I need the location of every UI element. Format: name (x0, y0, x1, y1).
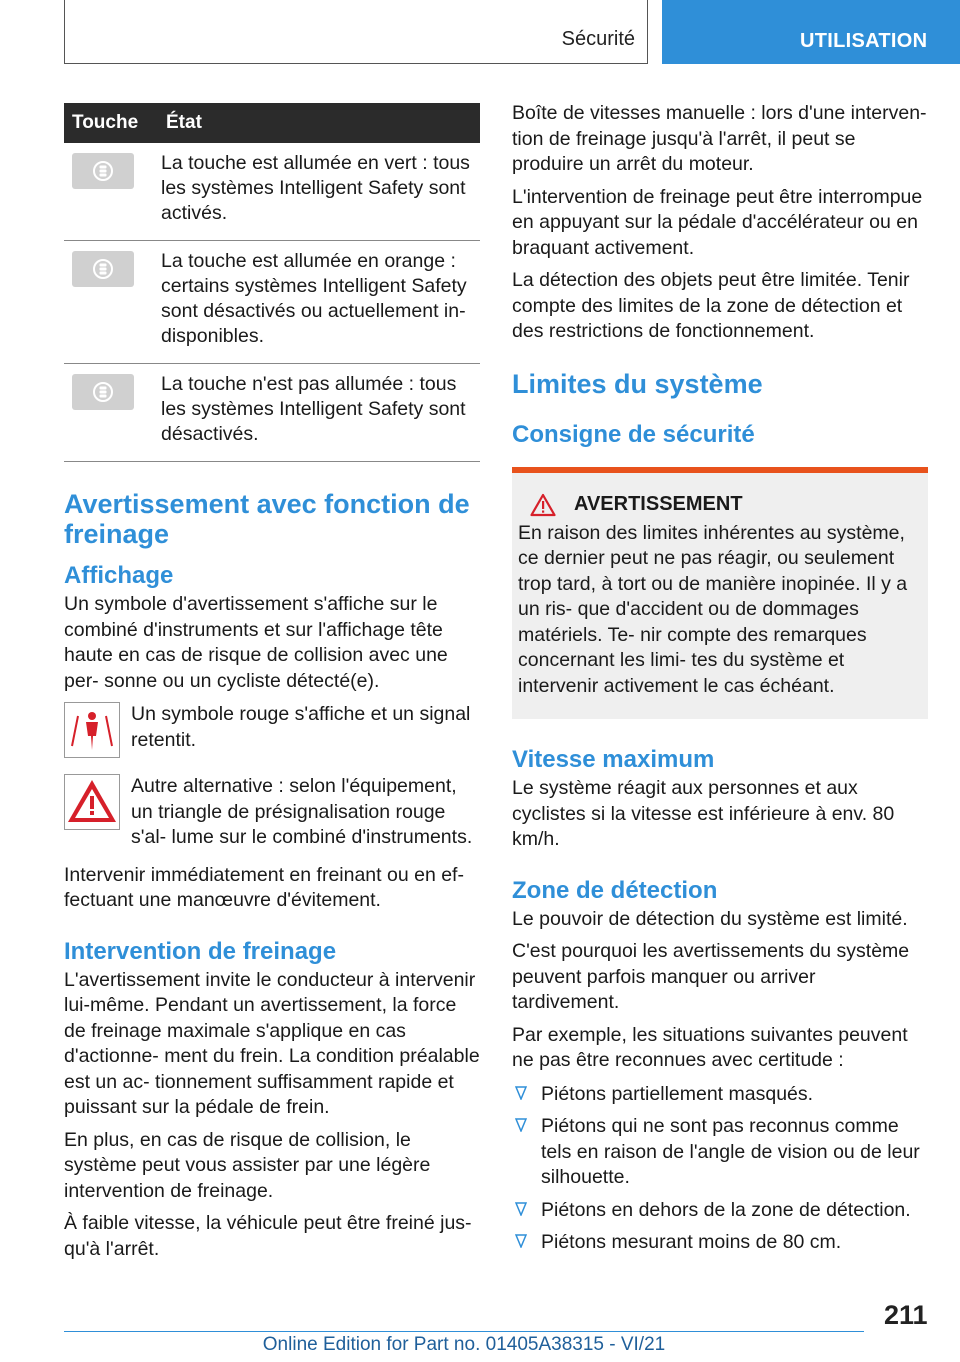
key-state-table (64, 103, 480, 462)
paragraph-braking-2: En plus, en cas de risque de collision, le système peut vous assister par une légère intervention de freinage. (64, 1128, 431, 1202)
list-item: Piétons mesurant moins de 80 cm. (512, 1230, 928, 1256)
warning-triangle-icon (64, 774, 120, 830)
warning-icon (530, 493, 556, 517)
paragraph-speed: Le système réagit aux personnes et aux cyclistes si la vitesse est inférieure à env. 80 km/h. (512, 777, 895, 850)
symbol-text-triangle: Autre alternative : selon l'équipement, un triangle de présignalisation rouge s'al- lume sur le combiné d'instruments. (131, 775, 473, 848)
heading-warning-braking: Avertissement avec fonction de freinage (64, 489, 470, 549)
intelligent-safety-key-icon (72, 251, 134, 287)
intelligent-safety-key-icon (72, 374, 134, 410)
footer-edition: Online Edition for Part no. 01405A38315 - VI/21 (262, 1334, 666, 1355)
table-cell-key (64, 143, 158, 241)
triangle-bullet-icon (515, 1086, 527, 1100)
paragraph-interrupt: L'intervention de freinage peut être interrompue en appuyant sur la pédale d'accélérateur ou en braquant activement. (512, 185, 923, 259)
table-header-row (64, 103, 480, 143)
symbol-row-triangle (64, 774, 480, 851)
intelligent-safety-key-icon (72, 153, 134, 189)
table-row (64, 364, 480, 462)
right-column (512, 101, 928, 1263)
table-cell-key (64, 241, 158, 364)
section-title: Sécurité (561, 28, 635, 50)
paragraph-zone-1: Le pouvoir de détection du système est limité. (512, 907, 908, 930)
warning-title: AVERTISSEMENT (574, 493, 743, 515)
table-cell-state: La touche n'est pas allumée : tous les systèmes Intelligent Safety sont désactivés. (158, 364, 480, 462)
table-cell-state: La touche est allumée en orange : certains systèmes Intelligent Safety sont désactivés ou actuellement in- disponibles. (158, 241, 480, 364)
heading-braking: Intervention de freinage (64, 937, 337, 965)
paragraph-act: Intervenir immédiatement en freinant ou en ef- fectuant une manœuvre d'évitement. (64, 863, 464, 911)
page-number: 211 (884, 1300, 928, 1330)
paragraph-manual: Boîte de vitesses manuelle : lors d'une interven- tion de freinage jusqu'à l'arrêt, il peut se produire un arrêt du moteur. (512, 102, 927, 175)
table-row (64, 241, 480, 364)
header-section-box (64, 0, 648, 64)
heading-limits: Limites du système (512, 368, 763, 399)
paragraph-limited: La détection des objets peut être limitée. Tenir compte des limites de la zone de détection et des restrictions de fonctionnement. (512, 269, 910, 342)
table-header-state: État (158, 103, 480, 143)
symbol-text-person: Un symbole rouge s'affiche et un signal retentit. (131, 703, 471, 751)
paragraph-zone-2: C'est pourquoi les avertissements du système peuvent parfois manquer ou arriver tardivement. (512, 940, 910, 1013)
table-cell-state: La touche est allumée en vert : tous les systèmes Intelligent Safety sont activés. (158, 143, 480, 241)
left-column (64, 103, 480, 1262)
symbol-row-person (64, 702, 480, 758)
triangle-bullet-icon (515, 1118, 527, 1132)
chapter-title: UTILISATION (800, 30, 928, 52)
heading-zone: Zone de détection (512, 876, 718, 904)
triangle-bullet-icon (515, 1234, 527, 1248)
list-item: Piétons en dehors de la zone de détection. (512, 1198, 928, 1224)
paragraph-braking-3: À faible vitesse, la véhicule peut être freiné jus- qu'à l'arrêt. (64, 1212, 472, 1260)
warning-text: En raison des limites inhérentes au système, ce dernier peut ne pas réagir, ou seulement trop tard, à tort ou de manière inopinée. Il y a un ris- que d'accident ou de dommages matériels. Te- nir compte des remarques concernant les limi- tes du système et intervenir activement le cas échéant. (518, 521, 908, 697)
paragraph-braking-1: L'avertissement invite le conducteur à intervenir lui-même. Pendant un avertissement, la force de freinage maximale s'applique en cas d'actionne- ment du frein. La condition préalable est un ac- tionnement suffisamment rapide et puissant sur la pédale de frein. (64, 968, 480, 1118)
heading-display: Affichage (64, 562, 174, 589)
footer-divider (64, 1331, 864, 1332)
heading-speed: Vitesse maximum (512, 746, 715, 773)
triangle-bullet-icon (515, 1202, 527, 1216)
heading-safety: Consigne de sécurité (512, 420, 755, 448)
pedestrian-warning-icon (64, 702, 120, 758)
bullet-list (512, 1082, 928, 1256)
paragraph-display: Un symbole d'avertissement s'affiche sur le combiné d'instruments et sur l'affichage tête haute en cas de risque de collision avec une per- sonne ou un cycliste détecté(e). (64, 593, 448, 692)
list-item: Piétons partiellement masqués. (512, 1082, 928, 1108)
table-cell-key (64, 364, 158, 462)
table-row (64, 143, 480, 241)
warning-box (512, 467, 928, 720)
list-item: Piétons qui ne sont pas reconnus comme tels en raison de l'angle de vision ou de leur silhouette. (512, 1114, 928, 1191)
table-header-key: Touche (64, 103, 158, 143)
header-chapter-tab (662, 0, 960, 64)
paragraph-zone-3: Par exemple, les situations suivantes peuvent ne pas être reconnues avec certitude : (512, 1023, 908, 1071)
